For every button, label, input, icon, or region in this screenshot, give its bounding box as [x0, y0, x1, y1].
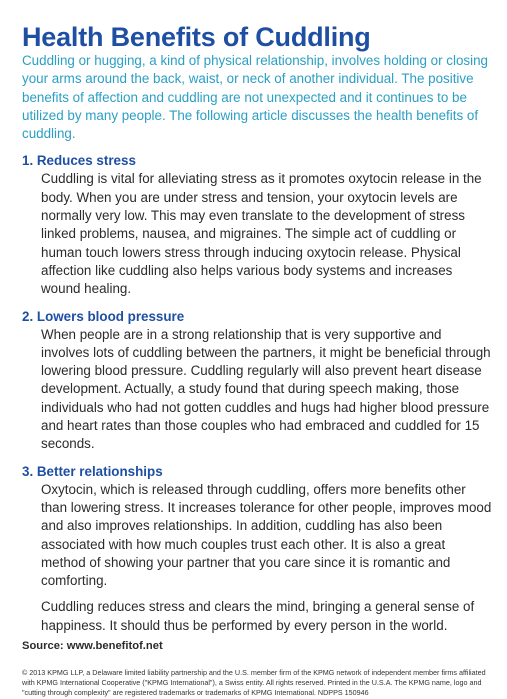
- section-body: Oxytocin, which is released through cuddling, offers more benefits other than lowering stress. It increases tolerance for other people, improves mood and also improves relationships. In addition, cuddling has also been associated with how much couples trust each other. It is also a great method of showing your partner that you care since it is romantic and comforting.: [41, 481, 492, 589]
- section-body: Cuddling is vital for alleviating stress as it promotes oxytocin release in the body. When you are under stress and tension, your oxytocin levels are normally very low. This may even translate to the development of stress linked problems, nausea, and migraines. The simple act of cuddling or human touch lowers stress through inducing oxytocin release. Physical affection like cuddling also helps various body systems and increases wound healing.: [41, 171, 482, 297]
- page-title: Health Benefits of Cuddling: [22, 22, 371, 52]
- intro-paragraph: Cuddling or hugging, a kind of physical relationship, involves holding or closing your arms around the back, waist, or neck of another individual. The positive benefits of affection and cuddling are not unexpected and it continues to be utilized by many people. The following article discusses the health benefits of cuddling.: [22, 53, 488, 142]
- section-heading: 1. Reduces stress: [22, 153, 136, 169]
- source-line: Source: www.benefitof.net: [22, 640, 163, 653]
- section-lowers-blood-pressure: [22, 308, 493, 454]
- section-heading: 3. Better relationships: [22, 463, 163, 479]
- section-better-relationships: [22, 463, 493, 635]
- section-heading: 2. Lowers blood pressure: [22, 308, 185, 324]
- legal-footer: © 2013 KPMG LLP, a Delaware limited liability partnership and the U.S. member firm of the KPMG network of independent member firms affiliated with KPMG International Cooperative ("KPMG International"), a Swiss entity. All rights reserved. Printed in the U.S.A. The KPMG name, logo and "cutting through complexity" are registered trademarks or trademarks of KPMG International. NDPPS 150946: [22, 668, 486, 698]
- closing-paragraph: Cuddling reduces stress and clears the mind, bringing a general sense of happiness. It should thus be performed by every person in the world.: [41, 599, 475, 633]
- section-reduces-stress: [22, 152, 493, 298]
- section-body: When people are in a strong relationship that is very supportive and involves lots of cuddling between the partners, it might be beneficial through lowering blood pressure. Cuddling regularly will also prevent heart disease development. Actually, a study found that during speech making, those individuals who had not gotten cuddles and hugs had higher blood pressure and heart rates than those couples who had embraced and cuddled for 15 seconds.: [41, 326, 491, 452]
